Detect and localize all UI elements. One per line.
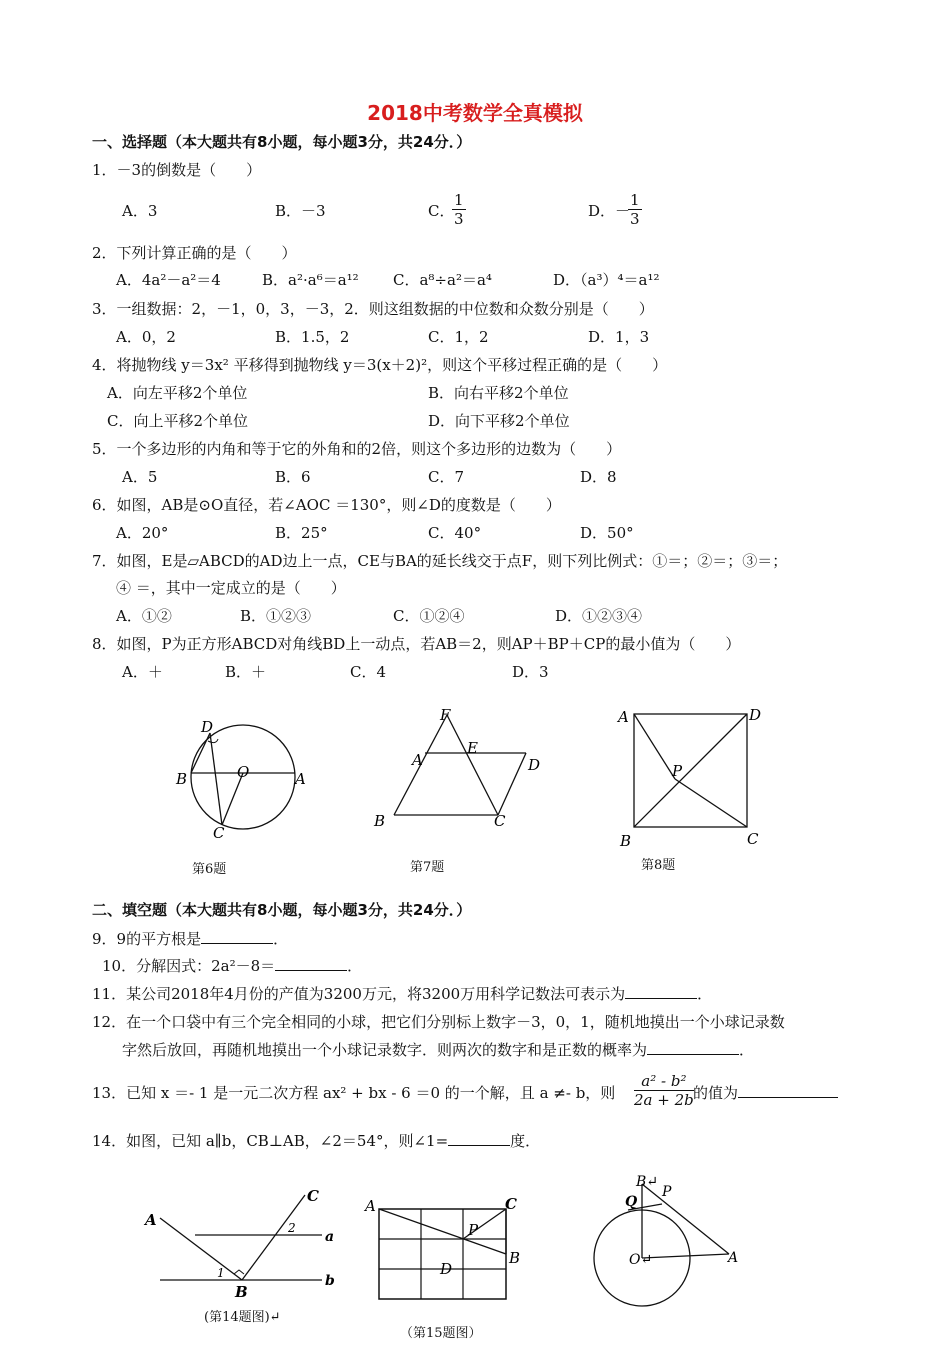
q12-answer-blank[interactable] xyxy=(647,1054,739,1055)
q9-stem: 9．9的平方根是 xyxy=(92,930,202,948)
q6-option-c: C．40° xyxy=(428,524,482,542)
q1-stem: 1．－3的倒数是（ ） xyxy=(92,161,262,179)
q5-stem: 5．一个多边形的内角和等于它的外角和的2倍，则这个多边形的边数为（ ） xyxy=(92,440,622,458)
q8-option-a: A．＋ xyxy=(122,663,163,681)
q4-stem: 4．将抛物线 y＝3x² 平移得到抛物线 y＝3(x＋2)²，则这个平移过程正确的是（ ） xyxy=(92,356,668,374)
q8-option-d: D．3 xyxy=(512,663,549,681)
figure-14-caption: (第14题图)↵ xyxy=(204,1310,281,1325)
q7-option-b: B．①②③ xyxy=(240,607,312,625)
q9 xyxy=(92,929,288,949)
q14 xyxy=(92,1131,540,1151)
fig14-label-1: 1 xyxy=(217,1266,225,1280)
fig14-label-a: A xyxy=(145,1211,157,1229)
fig14-label-2: 2 xyxy=(288,1221,296,1235)
q12-line2 xyxy=(122,1040,754,1060)
q10-answer-blank[interactable] xyxy=(275,970,347,971)
q3-stem: 3．一组数据：2，－1，0，3，－3，2．则这组数据的中位数和众数分别是（ ） xyxy=(92,300,654,318)
q12-stem-continued: 字然后放回，再随机地摸出一个小球记录数字．则两次的数字和是正数的概率为 xyxy=(122,1041,648,1059)
fig6-label-o: O xyxy=(237,763,250,781)
q6-stem: 6．如图，AB是⊙O直径，若∠AOC ＝130°，则∠D的度数是（ ） xyxy=(92,496,561,514)
figure-6-caption: 第6题 xyxy=(192,862,227,877)
fig15-label-a: A xyxy=(365,1197,376,1215)
fig14-label-line-b: b xyxy=(325,1273,335,1289)
q1-c-fraction xyxy=(452,191,466,228)
q3-option-c: C．1，2 xyxy=(428,328,489,346)
fig7-label-c: C xyxy=(494,812,506,830)
figure-8-caption: 第8题 xyxy=(641,858,676,873)
q7-stem-continued: ④ ＝，其中一定成立的是（ ） xyxy=(116,579,346,597)
fig7-label-f: F xyxy=(440,706,451,724)
figure-7-caption: 第7题 xyxy=(410,860,445,875)
q5-option-a: A．5 xyxy=(122,468,158,486)
q8-option-c: C．4 xyxy=(350,663,387,681)
q7-stem: 7．如图，E是▱ABCD的AD边上一点，CE与BA的延长线交于点F，则下列比例式：①＝；②＝；③＝； xyxy=(92,552,788,570)
q3-option-d: D．1，3 xyxy=(588,328,650,346)
q11-end: ． xyxy=(697,985,713,1003)
q4-option-a: A．向左平移2个单位 xyxy=(107,384,248,402)
figure-14-parallel-lines xyxy=(140,1185,340,1305)
q1-option-b: B．－3 xyxy=(275,202,326,220)
fig8-label-a: A xyxy=(618,708,629,726)
fig6-label-c: C xyxy=(213,824,225,842)
fig8-label-p: P xyxy=(672,762,683,780)
q3-option-a: A．0，2 xyxy=(116,328,176,346)
q2-option-d: D．（a³）⁴＝a¹² xyxy=(553,271,660,289)
fig15-label-b: B xyxy=(509,1249,521,1267)
q2-option-a: A．4a²－a²＝4 xyxy=(116,271,221,289)
fig8-label-d: D xyxy=(749,706,762,724)
figure-6-circle xyxy=(170,705,320,855)
fig7-label-b: B xyxy=(374,812,386,830)
q6-option-b: B．25° xyxy=(275,524,328,542)
q7-option-a: A．①② xyxy=(116,607,172,625)
fig16-label-b: B↵ xyxy=(636,1174,659,1190)
fraction-denominator: 3 xyxy=(454,210,464,228)
figure-15-grid xyxy=(362,1195,532,1305)
fig15-label-c: C xyxy=(505,1195,517,1213)
fig14-label-line-a: a xyxy=(325,1229,335,1245)
fig16-label-p: P xyxy=(662,1184,672,1200)
q8-option-b: B．＋ xyxy=(225,663,267,681)
q14-end: 度． xyxy=(510,1132,541,1150)
q2-option-b: B．a²·a⁶＝a¹² xyxy=(262,271,359,289)
q4-option-d: D．向下平移2个单位 xyxy=(428,412,570,430)
q1-option-d: D．－ xyxy=(588,202,631,220)
figure-16-circle-tangent xyxy=(590,1172,750,1332)
q4-option-b: B．向右平移2个单位 xyxy=(428,384,569,402)
fig6-label-b: B xyxy=(176,770,188,788)
q4-option-c: C．向上平移2个单位 xyxy=(107,412,249,430)
q7-option-c: C．①②④ xyxy=(393,607,465,625)
fig15-label-p: P xyxy=(468,1221,479,1239)
fig6-label-a: A xyxy=(295,770,306,788)
q2-stem: 2．下列计算正确的是（ ） xyxy=(92,244,297,262)
fig16-label-a: A xyxy=(728,1250,739,1266)
q8-stem: 8．如图，P为正方形ABCD对角线BD上一动点，若AB＝2，则AP＋BP＋CP的最小值为（ ） xyxy=(92,635,741,653)
q1-d-fraction xyxy=(628,191,642,228)
q7-option-d: D．①②③④ xyxy=(555,607,643,625)
section1-heading: 一、选择题（本大题共有8小题，每小题3分，共24分．） xyxy=(92,133,472,151)
fraction-numerator: 1 xyxy=(630,191,640,209)
q3-option-b: B．1.5，2 xyxy=(275,328,350,346)
q1-option-a: A．3 xyxy=(122,202,158,220)
fig7-label-d: D xyxy=(528,756,541,774)
fraction-denominator: 2a + 2b xyxy=(634,1091,694,1109)
q13-fraction xyxy=(634,1072,694,1109)
fig7-label-a: A xyxy=(412,751,423,769)
figure-8-square xyxy=(612,702,772,852)
q5-option-c: C．7 xyxy=(428,468,465,486)
q10 xyxy=(102,956,362,976)
q10-end: ． xyxy=(347,957,363,975)
q10-stem: 10．分解因式：2a²－8＝ xyxy=(102,957,276,975)
q11-answer-blank[interactable] xyxy=(625,998,697,999)
q13-after: 的值为 xyxy=(693,1084,739,1102)
fig15-label-d: D xyxy=(440,1260,453,1278)
q1-option-c: C． xyxy=(428,202,455,220)
figure-15-caption: （第15题图） xyxy=(400,1326,482,1341)
fraction-denominator: 3 xyxy=(630,210,640,228)
fig8-label-b: B xyxy=(620,832,632,850)
q9-answer-blank[interactable] xyxy=(201,943,273,944)
q14-stem: 14．如图，已知 a∥b，CB⊥AB，∠2＝54°，则∠1= xyxy=(92,1132,449,1150)
fig8-label-c: C xyxy=(747,830,759,848)
q13-stem: 13．已知 x ＝- 1 是一元二次方程 ax² + bx - 6 ＝0 的一个解，且 a ≠- b，则 xyxy=(92,1084,616,1102)
q12-end: ． xyxy=(739,1041,755,1059)
figure-7-parallelogram xyxy=(370,705,550,835)
q6-option-a: A．20° xyxy=(116,524,169,542)
page-title: 2018中考数学全真模拟 xyxy=(367,101,583,125)
fig16-label-q: Q xyxy=(625,1194,638,1210)
q6-option-d: D．50° xyxy=(580,524,634,542)
q13-answer-blank[interactable] xyxy=(738,1097,838,1098)
q14-answer-blank[interactable] xyxy=(448,1145,510,1146)
q11-stem: 11．某公司2018年4月份的产值为3200万元，将3200万用科学记数法可表示为 xyxy=(92,985,626,1003)
fig16-label-o: O↵ xyxy=(629,1252,653,1268)
q5-option-b: B．6 xyxy=(275,468,311,486)
fraction-numerator: 1 xyxy=(454,191,464,209)
q12-stem: 12．在一个口袋中有三个完全相同的小球，把它们分别标上数字－3，0，1，随机地摸出一个小球记录数 xyxy=(92,1013,785,1031)
q13-tail xyxy=(693,1083,838,1103)
fig14-label-b: B xyxy=(235,1283,248,1301)
q9-end: ． xyxy=(273,930,289,948)
q2-option-c: C．a⁸÷a²＝a⁴ xyxy=(393,271,492,289)
q11 xyxy=(92,984,712,1004)
fig7-label-e: E xyxy=(467,739,478,757)
fraction-numerator: a² - b² xyxy=(634,1072,694,1091)
q5-option-d: D．8 xyxy=(580,468,617,486)
fig6-label-d: D xyxy=(201,718,214,736)
section2-heading: 二、填空题（本大题共有8小题，每小题3分，共24分．） xyxy=(92,901,472,919)
fig14-label-c: C xyxy=(307,1187,319,1205)
